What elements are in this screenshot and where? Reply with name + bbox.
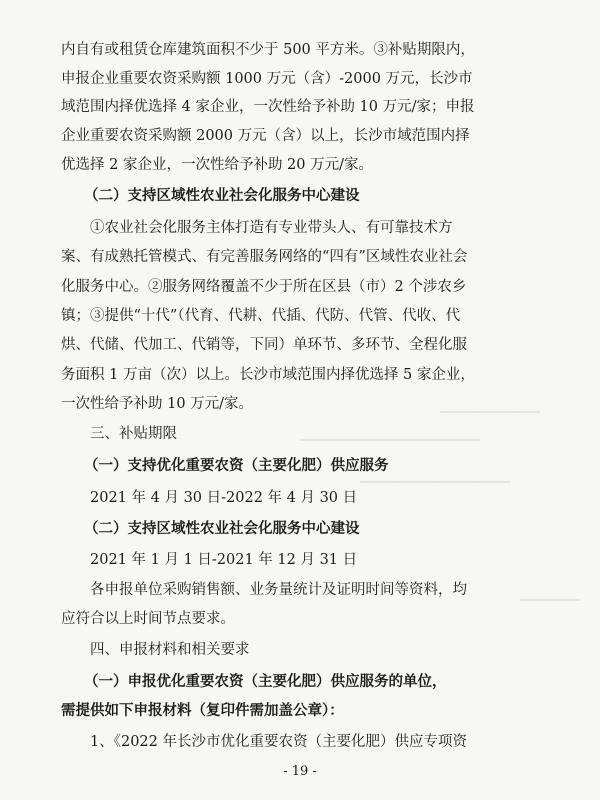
section-heading: 四、申报材料和相关要求 <box>90 642 250 658</box>
bleed-through-decoration: ▔▔▔▔▔▔▔▔▔▔▔▔▔▔▔▔▔▔ <box>300 440 480 455</box>
subsection-heading-continuation: 需提供如下申报材料（复印件需加盖公章）： <box>61 702 344 719</box>
body-text-line: 案、有成熟托管模式、有完善服务网络的“四有”区域性农业社会 <box>61 249 468 265</box>
body-text-line: 1、《2022 年长沙市优化重要农资（主要化肥）供应专项资 <box>90 734 467 750</box>
body-text-line: 内自有或租赁仓库建筑面积不少于 500 平方米。③补贴期限内， <box>61 42 475 58</box>
date-range: 2021 年 4 月 30 日-2022 年 4 月 30 日 <box>90 490 358 506</box>
body-text-line: 优选择 2 家企业，一次性给予补助 20 万元/家。 <box>61 157 373 173</box>
body-text-line: 各申报单位采购销售额、业务量统计及证明时间等资料，均 <box>90 582 467 598</box>
body-text-line: 申报企业重要农资采购额 1000 万元（含）-2000 万元，长沙市 <box>61 71 473 87</box>
body-text-line: 务面积 1 万亩（次）以上。长沙市域范围内择优选择 5 家企业， <box>61 367 475 383</box>
bleed-through-decoration: ▔▔▔▔▔▔▔▔▔▔▔▔▔▔▔ <box>360 482 510 497</box>
body-text-line: 一次性给予补助 10 万元/家。 <box>61 396 254 412</box>
subsection-heading: （一）申报优化重要农资（主要化肥）供应服务的单位， <box>84 673 447 690</box>
body-text-line: 域范围内择优选择 4 家企业，一次性给予补助 10 万元/家；申报 <box>61 99 475 115</box>
subsection-heading: （二）支持区域性农业社会化服务中心建设 <box>84 187 360 204</box>
page-number: - 19 - <box>283 764 317 779</box>
bleed-through-decoration: ▔▔▔▔▔▔ <box>520 600 580 615</box>
subsection-heading: （二）支持区域性农业社会化服务中心建设 <box>84 520 360 537</box>
body-text-line: 化服务中心。②服务网络覆盖不少于所在区县（市）2 个涉农乡 <box>61 279 467 295</box>
body-text-line: ①农业社会化服务主体打造有专业带头人、有可靠技术方 <box>90 220 453 236</box>
subsection-heading: （一）支持优化重要农资（主要化肥）供应服务 <box>84 457 389 474</box>
date-range: 2021 年 1 月 1 日-2021 年 12 月 31 日 <box>90 552 358 568</box>
body-text-line: 镇；③提供“十代”（代育、代耕、代插、代防、代管、代收、代 <box>61 308 461 324</box>
body-text-line: 烘、代储、代加工、代销等，下同）单环节、多环节、全程化服 <box>61 337 467 353</box>
body-text-line: 应符合以上时间节点要求。 <box>61 611 235 627</box>
body-text-line: 企业重要农资采购额 2000 万元（含）以上，长沙市域范围内择 <box>61 128 470 144</box>
section-heading: 三、补贴期限 <box>90 426 177 442</box>
bleed-through-decoration: ▔▔▔▔▔▔▔▔▔▔ <box>440 412 540 427</box>
